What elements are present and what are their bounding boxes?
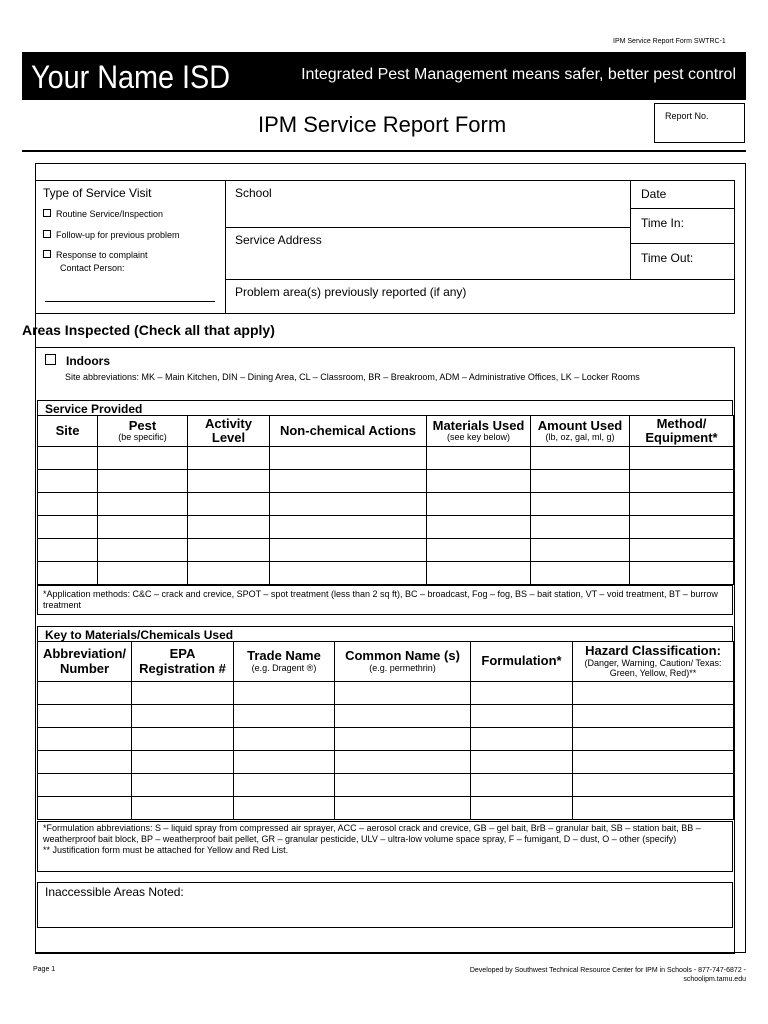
service-cell[interactable] <box>98 493 188 516</box>
indoors-checkbox[interactable] <box>45 354 56 365</box>
option-routine[interactable] <box>43 209 163 219</box>
problem-areas-field[interactable] <box>225 279 735 314</box>
justification-note: ** Justification form must be attached for Yellow and Red List. <box>43 845 289 855</box>
contact-person-line[interactable] <box>45 301 215 302</box>
indoors-label: Indoors <box>66 354 110 368</box>
key-row <box>38 705 734 728</box>
key-cell[interactable] <box>471 751 573 774</box>
key-cell[interactable] <box>471 705 573 728</box>
checkbox-icon <box>43 250 51 258</box>
key-cell[interactable] <box>38 774 132 797</box>
service-table <box>37 415 734 585</box>
service-cell[interactable] <box>38 447 98 470</box>
school-field[interactable] <box>225 180 631 228</box>
tagline: Integrated Pest Management means safer, better pest control <box>301 66 736 83</box>
service-cell[interactable] <box>531 470 630 493</box>
application-methods-note: *Application methods: C&C – crack and crevice, SPOT – spot treatment (less than 2 sq ft), BC – broadcast, Fog – fog, BS – bait station, VT – void treatment, BT – burrow treatment <box>37 585 733 615</box>
col-trade-name: Trade Name (e.g. Dragent ®) <box>234 642 335 682</box>
service-cell[interactable] <box>531 539 630 562</box>
col-materials-used: Materials Used (see key below) <box>427 416 531 447</box>
key-cell[interactable] <box>132 682 234 705</box>
visit-type-box <box>35 180 226 314</box>
key-heading: Key to Materials/Chemicals Used <box>45 628 234 642</box>
service-cell[interactable] <box>270 493 427 516</box>
key-cell[interactable] <box>38 751 132 774</box>
key-cell[interactable] <box>471 774 573 797</box>
service-cell[interactable] <box>427 470 531 493</box>
service-cell[interactable] <box>270 562 427 585</box>
option-label: Response to complaint <box>56 250 148 260</box>
service-cell[interactable] <box>38 493 98 516</box>
key-row <box>38 774 734 797</box>
service-cell[interactable] <box>531 447 630 470</box>
key-cell[interactable] <box>335 728 471 751</box>
option-label: Routine Service/Inspection <box>56 209 164 219</box>
option-label: Follow-up for previous problem <box>56 230 180 240</box>
service-cell[interactable] <box>188 447 270 470</box>
key-cell[interactable] <box>335 682 471 705</box>
problem-areas-label: Problem area(s) previously reported (if any) <box>235 285 467 299</box>
option-complaint[interactable] <box>43 250 148 260</box>
service-cell[interactable] <box>98 470 188 493</box>
key-cell[interactable] <box>573 774 734 797</box>
org-name: Your Name ISD <box>31 59 231 95</box>
formulation-notes <box>37 821 733 872</box>
footer-credit: Developed by Southwest Technical Resource Center for IPM in Schools - 877-747-6872 - schoolipm.tamu.edu <box>469 967 746 983</box>
key-cell[interactable] <box>471 682 573 705</box>
col-pest: Pest (be specific) <box>98 416 188 447</box>
key-heading-box <box>37 626 733 642</box>
key-row <box>38 728 734 751</box>
header-rule <box>22 150 746 152</box>
key-cell[interactable] <box>335 705 471 728</box>
school-label: School <box>235 186 272 200</box>
col-amount-used: Amount Used (lb, oz, gal, ml, g) <box>531 416 630 447</box>
inaccessible-areas-label: Inaccessible Areas Noted: <box>45 885 184 899</box>
service-cell[interactable] <box>38 470 98 493</box>
key-cell[interactable] <box>132 774 234 797</box>
report-no-label: Report No. <box>665 111 709 121</box>
site-abbreviations: Site abbreviations: MK – Main Kitchen, DIN – Dining Area, CL – Classroom, BR – Breakroom, ADM – Administrative Offices, LK – Locker Rooms <box>65 372 640 382</box>
service-cell[interactable] <box>98 516 188 539</box>
service-cell[interactable] <box>630 562 734 585</box>
service-cell[interactable] <box>188 562 270 585</box>
service-cell[interactable] <box>427 516 531 539</box>
key-cell[interactable] <box>234 751 335 774</box>
service-cell[interactable] <box>531 493 630 516</box>
page-number: Page 1 <box>33 966 56 973</box>
formulation-abbreviations: *Formulation abbreviations: S – liquid spray from compressed air sprayer, ACC – aerosol crack and crevice, GB – gel bait, BrB – granular bait, SB – station bait, BB – weatherproof bait block, BP – weatherproof bait pellet, GR – granular pesticide, ULV – ultra-low volume space spray, F – fumigant, D – dust, O – other (specify) <box>43 823 701 844</box>
date-label: Date <box>641 187 667 201</box>
service-address-label: Service Address <box>235 233 322 247</box>
service-cell[interactable] <box>630 470 734 493</box>
service-heading-box <box>37 400 733 416</box>
key-cell[interactable] <box>573 705 734 728</box>
visit-type-label: Type of Service Visit <box>43 186 152 200</box>
checkbox-icon <box>43 230 51 238</box>
page-title: IPM Service Report Form <box>258 112 507 137</box>
service-cell[interactable] <box>630 493 734 516</box>
service-cell[interactable] <box>188 470 270 493</box>
service-cell[interactable] <box>630 516 734 539</box>
time-in-field[interactable] <box>630 208 735 244</box>
key-cell[interactable] <box>38 797 132 820</box>
service-cell[interactable] <box>427 539 531 562</box>
key-cell[interactable] <box>573 682 734 705</box>
time-out-label: Time Out: <box>641 251 694 265</box>
time-in-label: Time In: <box>641 216 684 230</box>
key-table <box>37 641 734 820</box>
key-cell[interactable] <box>132 705 234 728</box>
key-cell[interactable] <box>573 728 734 751</box>
service-header-row <box>38 416 734 447</box>
key-cell[interactable] <box>132 751 234 774</box>
service-cell[interactable] <box>630 447 734 470</box>
service-cell[interactable] <box>531 562 630 585</box>
key-row <box>38 751 734 774</box>
form-code: IPM Service Report Form SWTRC-1 <box>613 38 726 45</box>
key-row <box>38 682 734 705</box>
key-cell[interactable] <box>471 728 573 751</box>
service-cell[interactable] <box>630 539 734 562</box>
col-abbreviation: Abbreviation/ Number <box>38 642 132 682</box>
key-cell[interactable] <box>335 751 471 774</box>
service-cell[interactable] <box>38 539 98 562</box>
key-cell[interactable] <box>38 728 132 751</box>
service-row <box>38 539 734 562</box>
service-cell[interactable] <box>38 562 98 585</box>
service-address-field[interactable] <box>225 227 631 280</box>
key-cell[interactable] <box>573 751 734 774</box>
key-header-row <box>38 642 734 682</box>
time-out-field[interactable] <box>630 243 735 280</box>
service-row <box>38 447 734 470</box>
service-cell[interactable] <box>427 493 531 516</box>
service-cell[interactable] <box>270 516 427 539</box>
areas-heading: Areas Inspected (Check all that apply) <box>22 322 275 338</box>
key-cell[interactable] <box>132 728 234 751</box>
service-heading: Service Provided <box>45 402 143 416</box>
date-field[interactable] <box>630 180 735 209</box>
key-cell[interactable] <box>38 682 132 705</box>
key-cell[interactable] <box>234 728 335 751</box>
key-cell[interactable] <box>335 797 471 820</box>
col-hazard: Hazard Classification: (Danger, Warning, Caution/ Texas: Green, Yellow, Red)** <box>573 642 734 682</box>
col-site: Site <box>38 416 98 447</box>
key-cell[interactable] <box>234 797 335 820</box>
key-cell[interactable] <box>38 705 132 728</box>
contact-person-label: Contact Person: <box>60 263 125 273</box>
key-row <box>38 797 734 820</box>
service-cell[interactable] <box>270 539 427 562</box>
report-no-field[interactable] <box>654 103 745 143</box>
service-cell[interactable] <box>188 516 270 539</box>
option-follow-up[interactable] <box>43 230 180 240</box>
service-cell[interactable] <box>427 447 531 470</box>
col-epa: EPA Registration # <box>132 642 234 682</box>
key-cell[interactable] <box>234 705 335 728</box>
service-row <box>38 470 734 493</box>
col-formulation: Formulation* <box>471 642 573 682</box>
col-non-chemical: Non-chemical Actions <box>270 416 427 447</box>
service-cell[interactable] <box>98 562 188 585</box>
service-cell[interactable] <box>270 470 427 493</box>
service-cell[interactable] <box>270 447 427 470</box>
service-cell[interactable] <box>188 493 270 516</box>
service-cell[interactable] <box>427 562 531 585</box>
service-cell[interactable] <box>531 516 630 539</box>
col-method: Method/ Equipment* <box>630 416 734 447</box>
header-banner <box>22 52 746 100</box>
checkbox-icon <box>43 209 51 217</box>
service-row <box>38 516 734 539</box>
key-cell[interactable] <box>335 774 471 797</box>
service-cell[interactable] <box>38 516 98 539</box>
key-cell[interactable] <box>234 682 335 705</box>
service-cell[interactable] <box>98 447 188 470</box>
service-cell[interactable] <box>98 539 188 562</box>
key-cell[interactable] <box>471 797 573 820</box>
col-activity-level: Activity Level <box>188 416 270 447</box>
key-cell[interactable] <box>573 797 734 820</box>
service-row <box>38 493 734 516</box>
service-cell[interactable] <box>188 539 270 562</box>
key-cell[interactable] <box>234 774 335 797</box>
service-row <box>38 562 734 585</box>
inaccessible-areas-field[interactable] <box>37 882 733 928</box>
key-cell[interactable] <box>132 797 234 820</box>
col-common-name: Common Name (s) (e.g. permethrin) <box>335 642 471 682</box>
